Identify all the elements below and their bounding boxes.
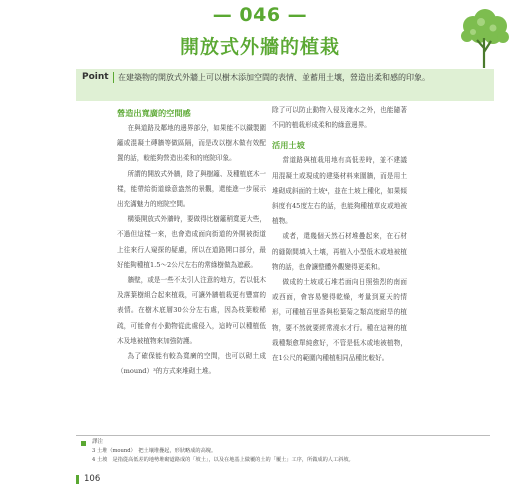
right-column (272, 103, 407, 366)
point-text: 在建築物的開放式外牆上可以樹木添加空間的表情、並蓄用土壤，營造出柔和感的印象。 (118, 73, 430, 82)
footnote-marker-icon (81, 441, 86, 446)
footnote-heading: 譯注 (92, 439, 104, 445)
footnote-divider (76, 435, 490, 436)
section-heading: 營造出寬廣的空間感 (117, 108, 191, 118)
tree-illustration (453, 8, 517, 68)
point-divider (113, 72, 114, 83)
paragraph: 在與道路及鄰地的邊界部分，如果能不以鐵製圍籬或混凝土磚牆等做區隔，而是改以樹木做有效配置的話，較能夠營造出柔和的庭院印象。 (117, 124, 267, 163)
point-label: Point (82, 72, 109, 82)
point-box (76, 69, 494, 101)
paragraph: 當道路與植栽用地有高低差時，並不建議用混凝土或現成的建築材料來圍牆，而是用土堆砌成斜面的土坡⁴，並在土坡上種化，如果傾斜度有45度左右的話，也能夠種植草皮或地被植物。 (272, 156, 407, 226)
paragraph: 所謂的開放式外牆，除了與樹籬、及種植底木一樣，能帶給街道綠意盎然的景觀，還能進一步展示出充滿魅力的庭院空間。 (117, 169, 267, 209)
page-number-bar (76, 475, 79, 484)
footnote: 3 土堆（mound） 把土壤堆疊起，形狀略成的高塊。 (92, 448, 217, 454)
paragraph: 為了確保能有較為寬廣的空間，也可以砌土成（mound）³的方式來堆砌土堆。 (117, 352, 266, 376)
paragraph: 牆壁，或是一些不太引人注意的地方，若以低木及落葉樹組合起來植栽，可讓外牆植栽更有豐富的表情。在樹木底層30公分左右處，因為枝葉較稀疏，可能會有小動物從此處侵入，這時可以種植低木及地被植物來加強防護。 (117, 276, 267, 345)
section-number: — 046 — (212, 4, 308, 26)
paragraph: 除了可以防止動物入侵及淹水之外，也能隨著不同的植栽形成柔和的綠意邊界。 (272, 106, 407, 130)
left-column (117, 107, 266, 379)
footnote: 4 土坡 是指從高低差的地勢堆砌道路成的「坡土」，以及在地基上做覆的土的「覆土」工序，所做成的人工斜坡。 (92, 457, 354, 463)
page-title: 開放式外牆的植栽 (179, 36, 340, 58)
paragraph: 構築開放式外牆時，要做得比樹籬稍寬更大些，不過但這樣一來，也會造成面向街道的外開被街道上往來行人窺探的疑慮，所以在道路開口部分，最好能夠種植1.5～2公尺左右的常綠樹做為遮蔽。 (117, 215, 267, 269)
paragraph: 做成的土坡或石堆若面向日照強烈的南面或西面，會容易變得乾燥，考量到夏天的情形，可種植百里香與松葉菊之類高度耐旱的植物，要不然就要經常澆水才行。種在這裡的植栽種類愈單純愈好，不管是低木或地被植物，在1公尺的範圍內種植相同品種比較好。 (272, 278, 407, 363)
page-number: 106 (84, 474, 101, 484)
paragraph: 或者，還幾個天然石材堆疊起來，在石材的縫隙間填入土壤，再植入小型低木或地被植物的話，也會讓整體外觀變得更柔和。 (272, 232, 407, 271)
section-heading: 活用土坡 (272, 140, 305, 151)
